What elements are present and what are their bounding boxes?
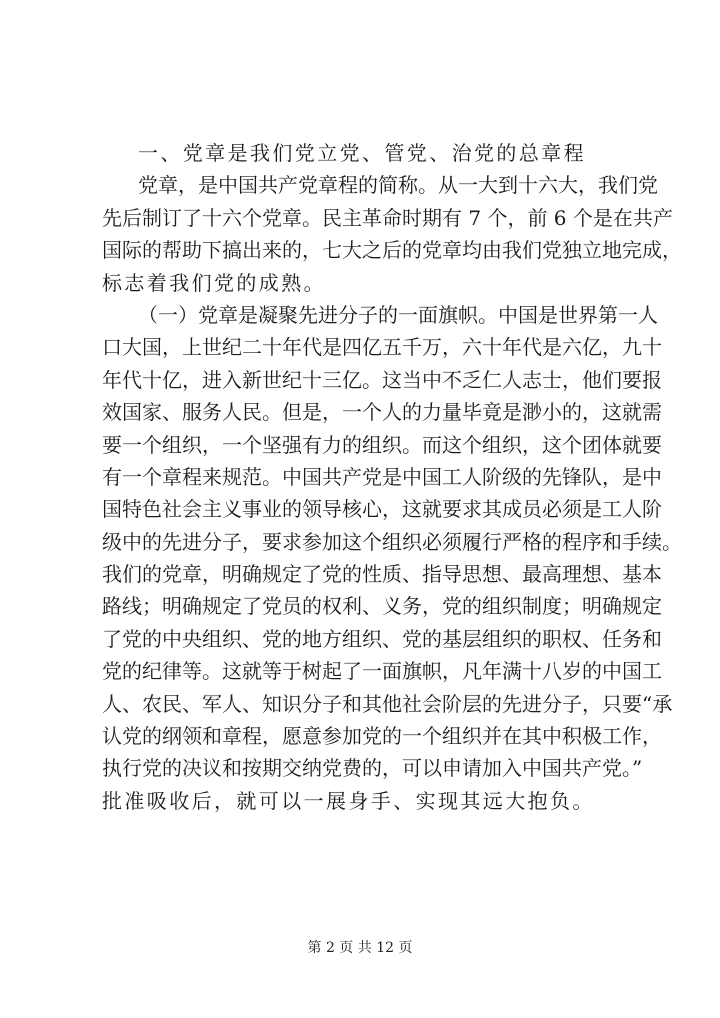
text-line: 国际的帮助下搞出来的，七大之后的党章均由我们党独立地完成，: [102, 238, 682, 263]
text-line: 人、农民、军人、知识分子和其他社会阶层的先进分子，只要“承: [102, 691, 673, 716]
text-line: 级中的先进分子，要求参加这个组织必须履行严格的程序和手续。: [102, 529, 682, 554]
page-footer: 第 2 页 共 12 页: [307, 940, 413, 956]
text-line: 标志着我们党的成熟。: [102, 270, 326, 295]
document-body: [102, 169, 682, 817]
text-line: 党章，是中国共产党章程的简称。从一大到十六大，我们党: [138, 173, 658, 198]
paragraph: [102, 299, 682, 817]
text-line: 有一个章程来规范。中国共产党是中国工人阶级的先锋队，是中: [102, 464, 662, 489]
section-heading: 一、党章是我们党立党、管党、治党的总章程: [138, 141, 586, 165]
text-line: （一）党章是凝聚先进分子的一面旗帜。中国是世界第一人: [138, 302, 658, 327]
text-line: 口大国，上世纪二十年代是四亿五千万，六十年代是六亿，九十: [102, 335, 662, 360]
text-line: 先后制订了十六个党章。民主革命时期有 7 个，前 6 个是在共产: [102, 205, 673, 230]
text-line: 认党的纲领和章程，愿意参加党的一个组织并在其中积极工作，: [102, 724, 662, 749]
paragraph: [102, 169, 682, 299]
text-line: 我们的党章，明确规定了党的性质、指导思想、最高理想、基本: [102, 562, 662, 587]
text-line: 执行党的决议和按期交纳党费的，可以申请加入中国共产党。”: [102, 756, 643, 781]
text-line: 年代十亿，进入新世纪十三亿。这当中不乏仁人志士，他们要报: [102, 367, 662, 392]
text-line: 国特色社会主义事业的领导核心，这就要求其成员必须是工人阶: [102, 497, 662, 522]
text-line: 党的纪律等。这就等于树起了一面旗帜，凡年满十八岁的中国工: [102, 659, 662, 684]
text-line: 要一个组织，一个坚强有力的组织。而这个组织，这个团体就要: [102, 432, 662, 457]
text-line: 了党的中央组织、党的地方组织、党的基层组织的职权、任务和: [102, 626, 662, 651]
text-line: 批准吸收后，就可以一展身手、实现其远大抱负。: [102, 788, 595, 813]
text-line: 效国家、服务人民。但是，一个人的力量毕竟是渺小的，这就需: [102, 400, 662, 425]
text-line: 路线；明确规定了党员的权利、义务，党的组织制度；明确规定: [102, 594, 662, 619]
document-page: [102, 137, 682, 817]
